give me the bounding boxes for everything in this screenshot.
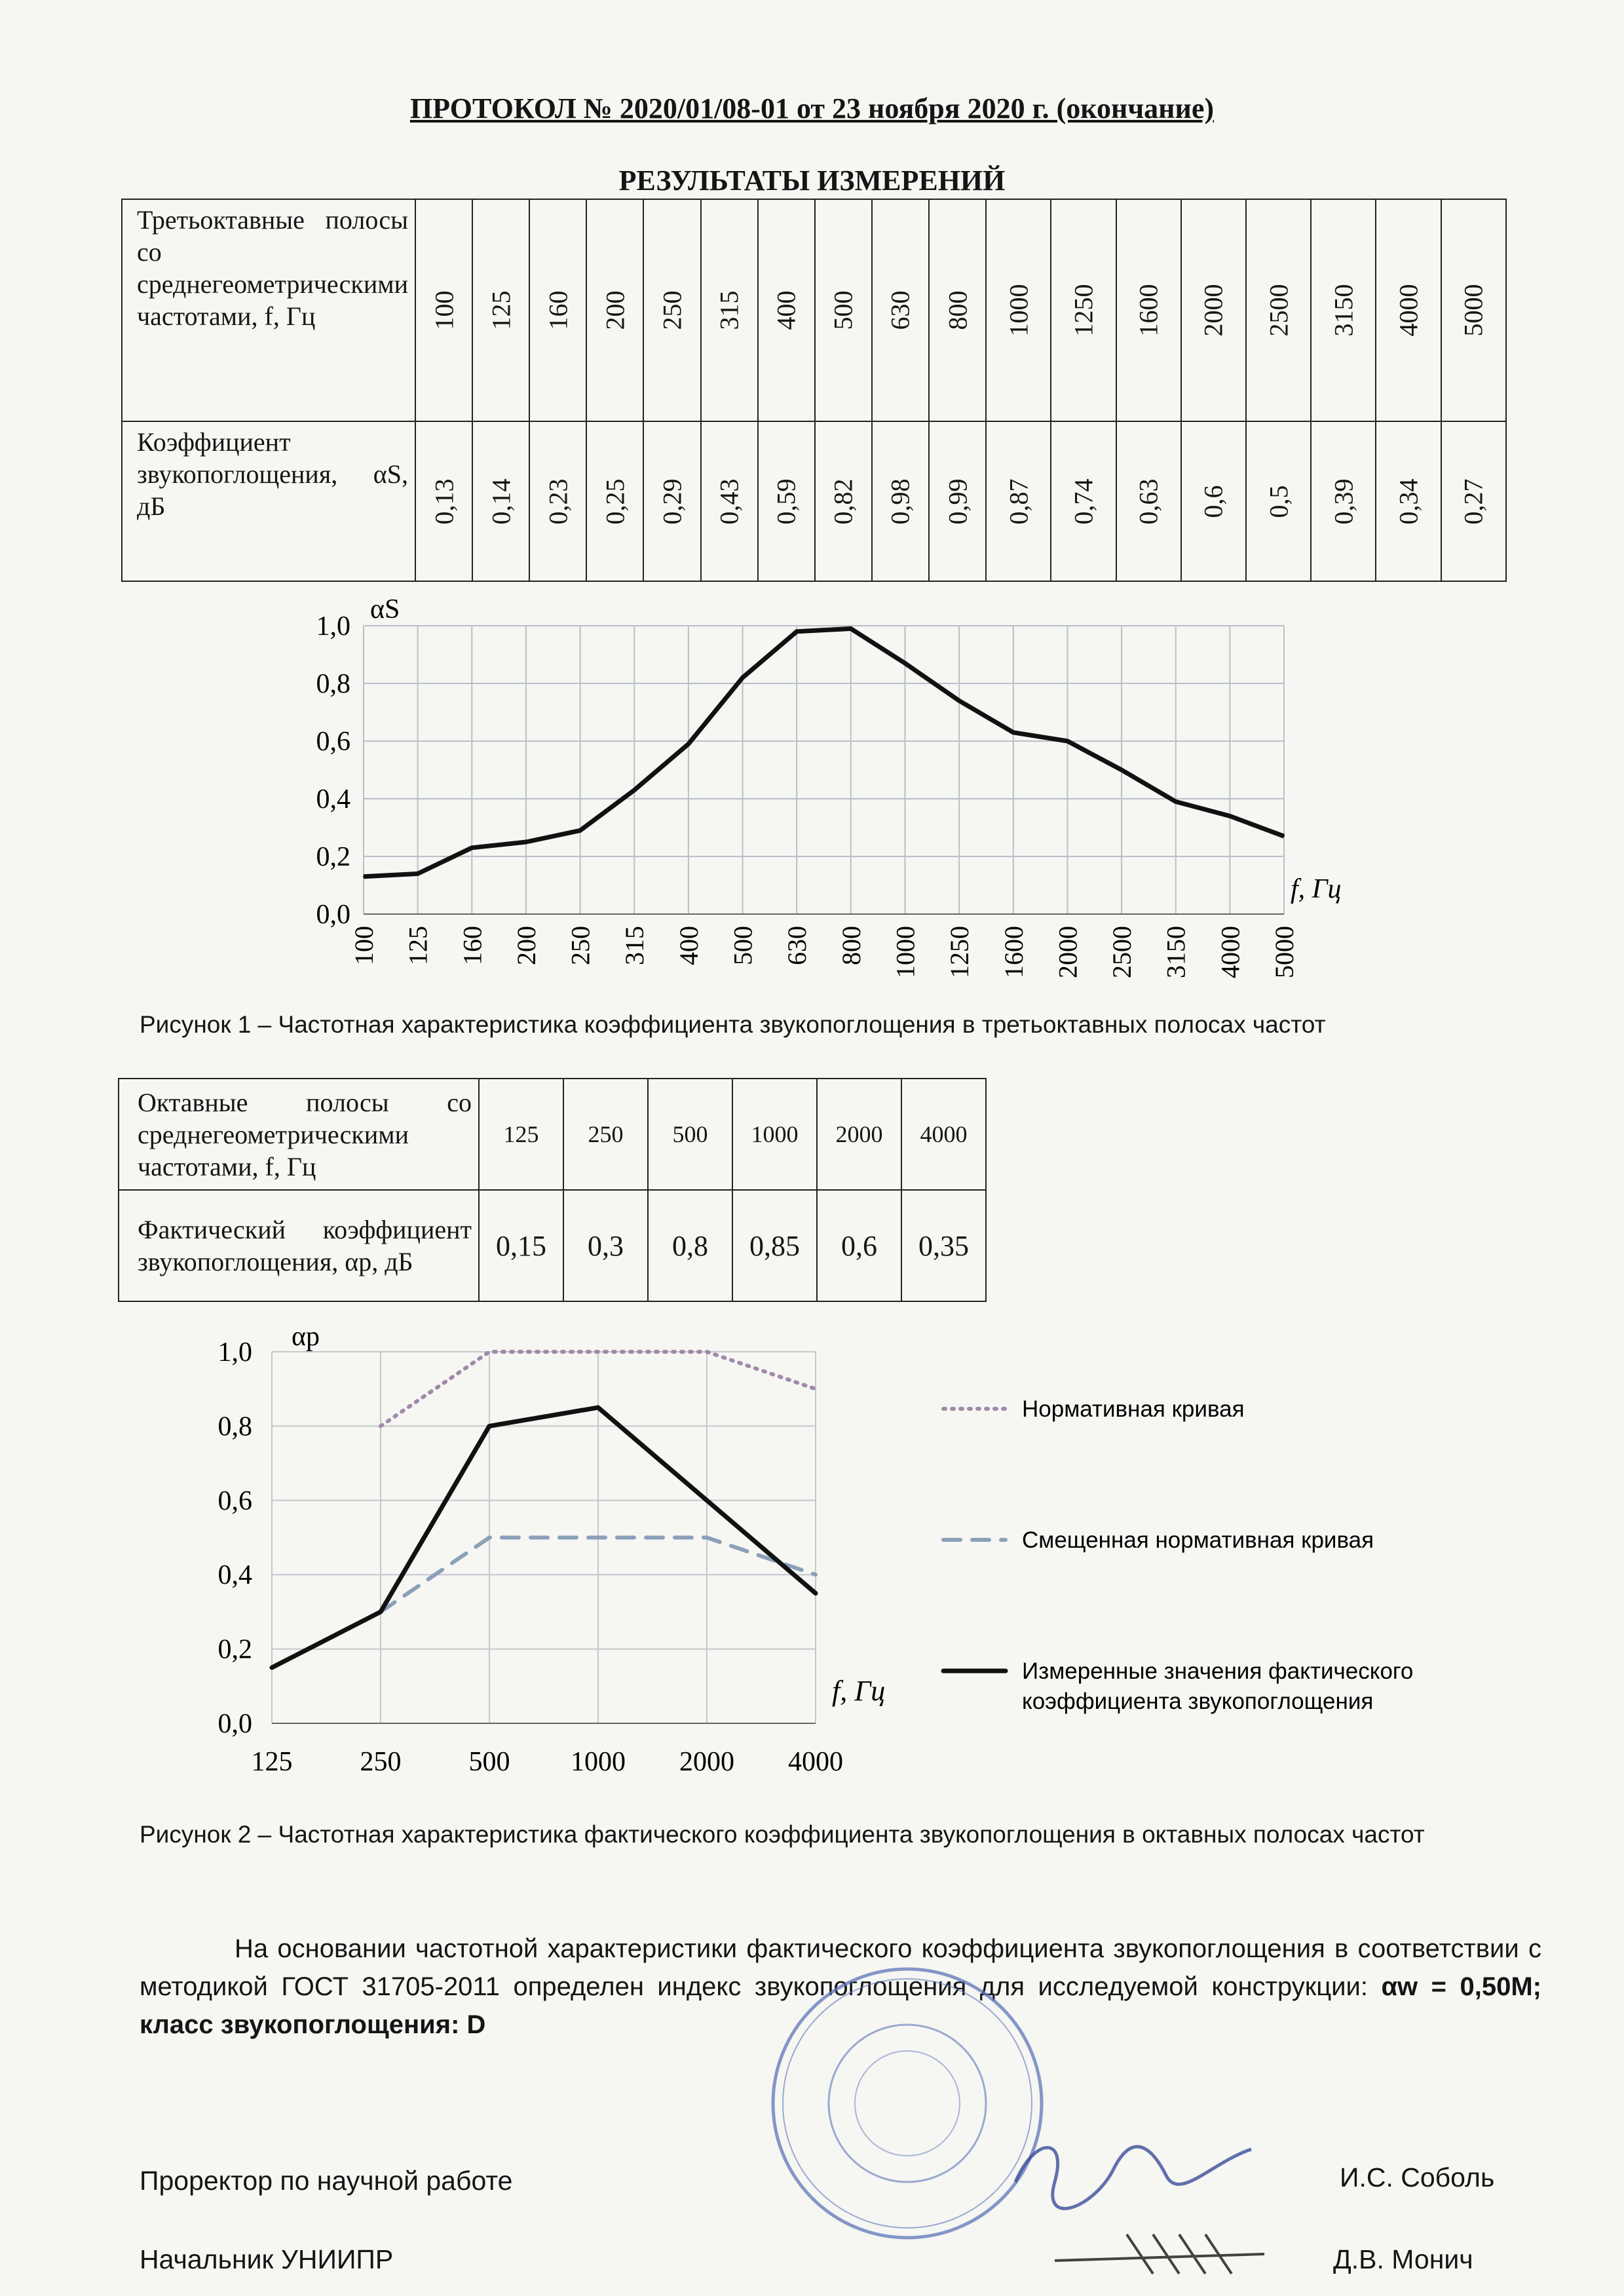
coefficient-value: 0,34 bbox=[1393, 478, 1424, 524]
frequency-value: 5000 bbox=[1458, 284, 1488, 337]
frequency-cell bbox=[986, 199, 1051, 421]
coefficient-value: 0,25 bbox=[600, 478, 630, 524]
coefficient-value: 0,59 bbox=[771, 478, 801, 524]
frequency-cell bbox=[1246, 199, 1311, 421]
octave-frequency-value: 2000 bbox=[817, 1079, 901, 1190]
x-tick-label: 500 bbox=[728, 926, 758, 965]
y-tick-label: 1,0 bbox=[217, 1337, 252, 1368]
coefficient-cell bbox=[1311, 421, 1376, 581]
x-tick-label: 3150 bbox=[1161, 926, 1191, 978]
y-tick-label: 0,2 bbox=[217, 1634, 252, 1665]
coefficient-value: 0,13 bbox=[429, 478, 459, 524]
legend-label-1: Нормативная кривая bbox=[1022, 1396, 1245, 1422]
y-tick-label: 0,0 bbox=[316, 900, 350, 930]
frequency-cell bbox=[758, 199, 815, 421]
frequency-cell bbox=[472, 199, 529, 421]
chart-third-octave bbox=[0, 564, 1624, 1022]
y-tick-label: 0,4 bbox=[316, 784, 350, 814]
x-axis-label: f, Гц bbox=[832, 1675, 886, 1707]
x-tick-label: 1600 bbox=[998, 926, 1029, 978]
frequency-cell bbox=[929, 199, 986, 421]
octave-coefficient-value: 0,15 bbox=[479, 1190, 563, 1301]
coefficient-cell bbox=[1116, 421, 1181, 581]
coefficient-cell bbox=[1246, 421, 1311, 581]
x-tick-label: 5000 bbox=[1270, 926, 1299, 978]
page-title: ПРОТОКОЛ № 2020/01/08-01 от 23 ноября 2020 г. (окончание) bbox=[409, 92, 1215, 124]
series-line bbox=[364, 628, 1284, 876]
coefficient-value: 0,82 bbox=[828, 478, 858, 524]
x-axis-label: f, Гц bbox=[1291, 874, 1342, 904]
octave-coefficient-value: 0,35 bbox=[901, 1190, 986, 1301]
data-point bbox=[1175, 801, 1177, 802]
coefficient-cell bbox=[872, 421, 929, 581]
y-tick-label: 0,6 bbox=[316, 727, 350, 757]
data-point bbox=[525, 841, 527, 843]
data-point bbox=[850, 628, 852, 629]
octave-frequency-value: 125 bbox=[479, 1079, 563, 1190]
data-point bbox=[633, 790, 635, 791]
coefficient-value: 0,39 bbox=[1329, 478, 1359, 524]
frequency-value: 800 bbox=[943, 290, 973, 330]
octave-coefficient-value: 0,8 bbox=[648, 1190, 732, 1301]
x-tick-label: 1250 bbox=[945, 926, 975, 978]
chart-octave bbox=[0, 1311, 1624, 1782]
coefficient-cell bbox=[815, 421, 872, 581]
data-point bbox=[1013, 732, 1014, 733]
octave-coefficient-value: 0,85 bbox=[732, 1190, 817, 1301]
coefficient-cell bbox=[643, 421, 700, 581]
x-tick-label: 250 bbox=[360, 1747, 402, 1777]
frequency-cell bbox=[1311, 199, 1376, 421]
frequency-value: 250 bbox=[657, 290, 687, 330]
frequency-cell bbox=[1181, 199, 1246, 421]
frequency-value: 2000 bbox=[1198, 284, 1228, 337]
octave-frequency-value: 1000 bbox=[732, 1079, 817, 1190]
frequency-row-label: Третьоктавные полосы со среднегеометрическими частотами, f, Гц bbox=[122, 199, 415, 421]
data-point bbox=[471, 847, 472, 849]
data-point bbox=[1283, 835, 1285, 837]
conclusion-result: αw = 0,50M; класс звукопоглощения: D bbox=[140, 1972, 1541, 2039]
signature-1 bbox=[996, 2123, 1271, 2228]
signature-2 bbox=[1048, 2215, 1297, 2287]
frequency-value: 4000 bbox=[1393, 284, 1424, 337]
coefficient-cell bbox=[586, 421, 643, 581]
coefficient-value: 0,6 bbox=[1198, 485, 1228, 518]
frequency-value: 3150 bbox=[1329, 284, 1359, 337]
coefficient-value: 0,99 bbox=[943, 478, 973, 524]
coefficient-value: 0,98 bbox=[885, 478, 915, 524]
data-point bbox=[417, 873, 419, 874]
x-tick-label: 800 bbox=[836, 926, 866, 965]
frequency-value: 315 bbox=[714, 290, 744, 330]
frequency-cell bbox=[815, 199, 872, 421]
x-tick-label: 100 bbox=[349, 926, 379, 965]
octave-coefficient-label: Фактический коэффициент звукопоглощения, αp, дБ bbox=[119, 1190, 479, 1301]
coefficient-value: 0,87 bbox=[1004, 478, 1034, 524]
x-tick-label: 630 bbox=[782, 926, 812, 965]
octave-frequency-row bbox=[119, 1079, 986, 1190]
frequency-cell bbox=[1441, 199, 1506, 421]
y-tick-label: 0,6 bbox=[217, 1485, 252, 1516]
frequency-value: 2500 bbox=[1264, 284, 1294, 337]
coefficient-cell bbox=[529, 421, 586, 581]
coefficient-value: 0,74 bbox=[1068, 478, 1099, 524]
frequency-cell bbox=[1051, 199, 1116, 421]
frequency-value: 630 bbox=[885, 290, 915, 330]
octave-coefficient-value: 0,3 bbox=[563, 1190, 648, 1301]
coefficient-row bbox=[122, 421, 1506, 581]
data-point bbox=[742, 677, 744, 678]
frequency-cell bbox=[1376, 199, 1441, 421]
data-point bbox=[1067, 740, 1068, 742]
octave-frequency-value: 250 bbox=[563, 1079, 648, 1190]
legend-label-2: Смещенная нормативная кривая bbox=[1022, 1527, 1374, 1553]
y-tick-label: 1,0 bbox=[316, 611, 350, 641]
coefficient-value: 0,14 bbox=[486, 478, 516, 524]
signature-name-1: И.С. Соболь bbox=[1340, 2162, 1495, 2192]
octave-table bbox=[118, 1078, 987, 1302]
frequency-value: 160 bbox=[543, 290, 573, 330]
y-tick-label: 0,2 bbox=[316, 842, 350, 872]
octave-coefficient-row bbox=[119, 1190, 986, 1301]
coefficient-cell bbox=[1376, 421, 1441, 581]
data-point bbox=[580, 830, 581, 831]
data-point bbox=[1121, 769, 1122, 771]
y-axis-label: αS bbox=[370, 594, 400, 624]
x-tick-label: 4000 bbox=[788, 1747, 843, 1777]
y-tick-label: 0,8 bbox=[316, 669, 350, 699]
frequency-cell bbox=[415, 199, 472, 421]
frequency-value: 500 bbox=[828, 290, 858, 330]
frequency-row bbox=[122, 199, 1506, 421]
coefficient-cell bbox=[758, 421, 815, 581]
x-tick-label: 160 bbox=[457, 926, 487, 965]
frequency-value: 100 bbox=[429, 290, 459, 330]
signature-name-2: Д.В. Монич bbox=[1333, 2244, 1473, 2274]
data-point bbox=[958, 700, 960, 701]
octave-frequency-label: Октавные полосы со среднегеометрическими частотами, f, Гц bbox=[119, 1079, 479, 1190]
frequency-cell bbox=[529, 199, 586, 421]
data-point bbox=[688, 743, 689, 744]
coefficient-value: 0,29 bbox=[657, 478, 687, 524]
coefficient-cell bbox=[929, 421, 986, 581]
coefficient-cell bbox=[472, 421, 529, 581]
x-tick-label: 400 bbox=[673, 926, 704, 965]
third-octave-table bbox=[121, 199, 1507, 582]
frequency-cell bbox=[872, 199, 929, 421]
coefficient-cell bbox=[986, 421, 1051, 581]
frequency-value: 200 bbox=[600, 290, 630, 330]
signature-title-1: Проректор по научной работе bbox=[140, 2166, 513, 2196]
x-tick-label: 500 bbox=[468, 1747, 510, 1777]
frequency-value: 400 bbox=[771, 290, 801, 330]
legend-label-3-line2: коэффициента звукопоглощения bbox=[1022, 1689, 1374, 1714]
x-tick-label: 315 bbox=[620, 926, 650, 965]
x-tick-label: 1000 bbox=[890, 926, 920, 978]
x-tick-label: 125 bbox=[403, 926, 433, 965]
data-point bbox=[1229, 815, 1230, 816]
conclusion-text: На основании частотной характеристики фактического коэффициента звукопоглощения в соответствии с методикой ГОСТ 31705-2011 определен индекс звукопоглощения для исследуемой конструкции: bbox=[140, 1934, 1541, 2001]
x-tick-label: 200 bbox=[511, 926, 541, 965]
frequency-value: 1600 bbox=[1133, 284, 1163, 337]
figure-caption-1: Рисунок 1 – Частотная характеристика коэффициента звукопоглощения в третьоктавных полосах частот bbox=[140, 1011, 1326, 1038]
x-tick-label: 2500 bbox=[1107, 926, 1137, 978]
frequency-cell bbox=[1116, 199, 1181, 421]
coefficient-cell bbox=[1051, 421, 1116, 581]
y-tick-label: 0,8 bbox=[217, 1411, 252, 1442]
frequency-value: 1000 bbox=[1004, 284, 1034, 337]
coefficient-value: 0,5 bbox=[1264, 485, 1294, 518]
coefficient-cell bbox=[1181, 421, 1246, 581]
coefficient-value: 0,63 bbox=[1133, 478, 1163, 524]
coefficient-cell bbox=[415, 421, 472, 581]
coefficient-value: 0,27 bbox=[1458, 478, 1488, 524]
y-tick-label: 0,4 bbox=[217, 1560, 252, 1591]
octave-frequency-value: 4000 bbox=[901, 1079, 986, 1190]
section-title: РЕЗУЛЬТАТЫ ИЗМЕРЕНИЙ bbox=[618, 164, 1006, 197]
data-point bbox=[796, 631, 797, 632]
x-tick-label: 2000 bbox=[679, 1747, 734, 1777]
y-tick-label: 0,0 bbox=[217, 1709, 252, 1739]
coefficient-value: 0,23 bbox=[543, 478, 573, 524]
coefficient-cell bbox=[701, 421, 758, 581]
x-tick-label: 1000 bbox=[571, 1747, 626, 1777]
x-tick-label: 2000 bbox=[1053, 926, 1083, 978]
coefficient-row-label: Коэффициент звукопоглощения, αS, дБ bbox=[122, 421, 415, 581]
coefficient-value: 0,43 bbox=[714, 478, 744, 524]
x-tick-label: 125 bbox=[251, 1747, 293, 1777]
signature-title-2: Начальник УНИИПР bbox=[140, 2244, 394, 2274]
data-point bbox=[904, 662, 905, 664]
data-point bbox=[363, 876, 364, 877]
legend-label-3: Измеренные значения фактического bbox=[1022, 1658, 1414, 1684]
x-tick-label: 4000 bbox=[1215, 926, 1245, 978]
frequency-cell bbox=[586, 199, 643, 421]
y-axis-label: αp bbox=[292, 1322, 320, 1352]
coefficient-cell bbox=[1441, 421, 1506, 581]
frequency-cell bbox=[701, 199, 758, 421]
frequency-value: 1250 bbox=[1068, 284, 1099, 337]
x-tick-label: 250 bbox=[565, 926, 595, 965]
figure-caption-2: Рисунок 2 – Частотная характеристика фактического коэффициента звукопоглощения в октавных полосах частот bbox=[140, 1821, 1425, 1848]
octave-frequency-value: 500 bbox=[648, 1079, 732, 1190]
frequency-value: 125 bbox=[486, 290, 516, 330]
frequency-cell bbox=[643, 199, 700, 421]
octave-coefficient-value: 0,6 bbox=[817, 1190, 901, 1301]
